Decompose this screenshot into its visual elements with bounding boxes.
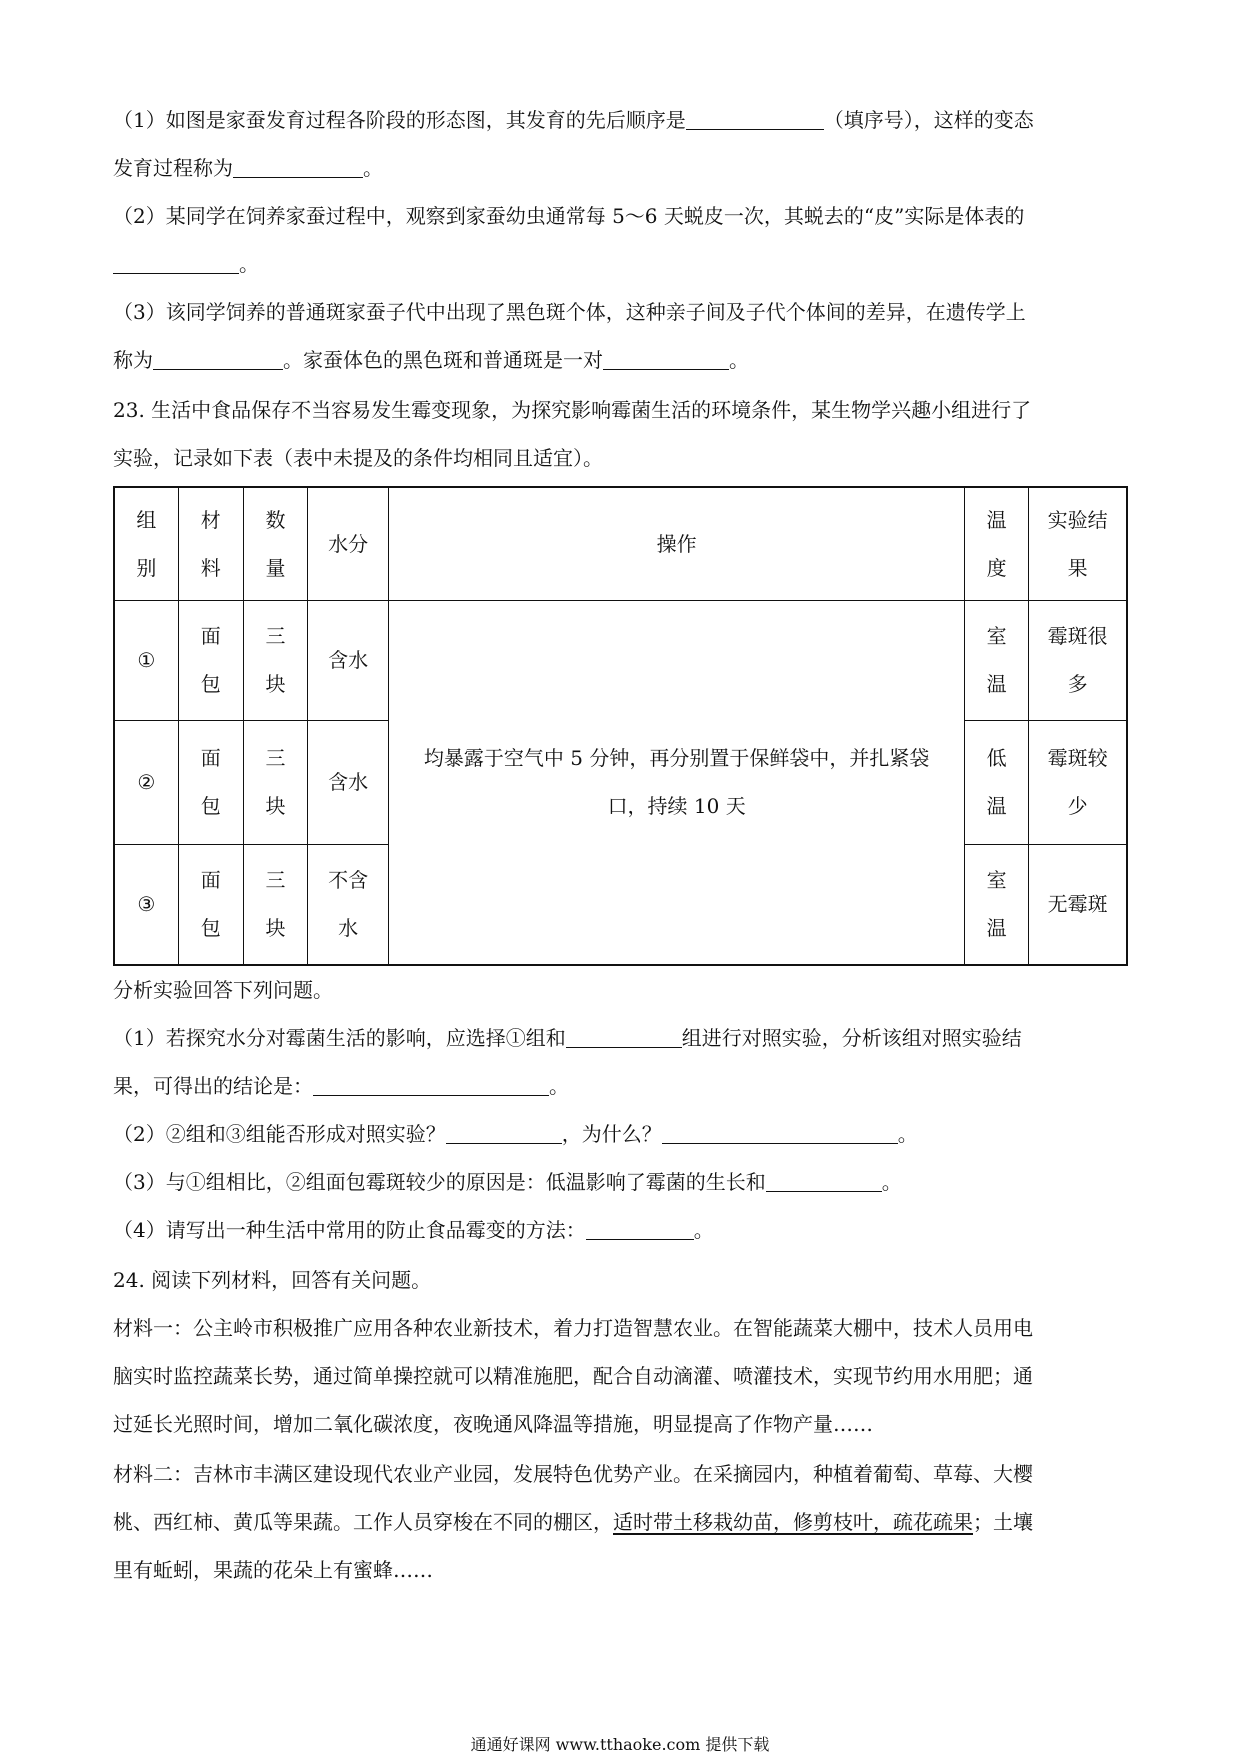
answer-blank[interactable] [313, 1075, 549, 1096]
q23-sub4: （4）请写出一种生活中常用的防止食品霉变的方法： 。 [113, 1218, 714, 1242]
q24-intro: 24. 阅读下列材料，回答有关问题。 [113, 1268, 432, 1292]
header-group: 组 别 [114, 487, 178, 600]
q22-part3-line2: 称为 。家蚕体色的黑色斑和普通斑是一对 。 [113, 348, 749, 372]
q22-part3-line1: （3）该同学饲养的普通斑家蚕子代中出现了黑色斑个体，这种亲子间及子代个体间的差异，在遗传学上 [113, 300, 1026, 324]
q24-material1-line3: 过延长光照时间，增加二氧化碳浓度，夜晚通风降温等措施，明显提高了作物产量…… [113, 1412, 873, 1436]
cell-result: 霉斑较 少 [1029, 720, 1127, 844]
cell-material: 面 包 [178, 600, 243, 720]
cell-count: 三 块 [243, 720, 307, 844]
table-header-row [114, 487, 1127, 600]
answer-blank[interactable] [153, 349, 283, 370]
answer-blank[interactable] [566, 1027, 682, 1048]
cell-count: 三 块 [243, 844, 307, 965]
header-count: 数 量 [243, 487, 307, 600]
cell-water: 含水 [308, 600, 389, 720]
q24-material1-line2: 脑实时监控蔬菜长势，通过简单操控就可以精准施肥，配合自动滴灌、喷灌技术，实现节约用水用肥；通 [113, 1364, 1033, 1388]
q22-part2-line2: 。 [113, 252, 259, 276]
experiment-table [113, 486, 1128, 966]
answer-blank[interactable] [686, 109, 824, 130]
q22-part1-line1: （1）如图是家蚕发育过程各阶段的形态图，其发育的先后顺序是 （填序号），这样的变态 [113, 108, 1034, 132]
q23-intro-line2: 实验，记录如下表（表中未提及的条件均相同且适宜）。 [113, 446, 603, 470]
header-operation: 操作 [389, 487, 965, 600]
q24-material1-line1: 材料一：公主岭市积极推广应用各种农业新技术，着力打造智慧农业。在智能蔬菜大棚中，技术人员用电 [113, 1316, 1033, 1340]
answer-blank[interactable] [662, 1123, 898, 1144]
answer-blank[interactable] [766, 1171, 882, 1192]
table-row [114, 600, 1127, 720]
cell-material: 面 包 [178, 720, 243, 844]
q24-material2-line3: 里有蚯蚓，果蔬的花朵上有蜜蜂…… [113, 1558, 433, 1582]
cell-water: 不含 水 [308, 844, 389, 965]
q23-sub3: （3）与①组相比，②组面包霉斑较少的原因是：低温影响了霉菌的生长和 。 [113, 1170, 902, 1194]
cell-water: 含水 [308, 720, 389, 844]
answer-blank[interactable] [113, 253, 239, 274]
page-footer: 通通好课网 www.tthaoke.com 提供下载 [470, 1735, 770, 1754]
cell-group: ② [114, 720, 178, 844]
cell-temperature: 室 温 [965, 844, 1029, 965]
q24-material2-line1: 材料二：吉林市丰满区建设现代农业产业园，发展特色优势产业。在采摘园内，种植着葡萄、草莓、大樱 [113, 1462, 1033, 1486]
cell-material: 面 包 [178, 844, 243, 965]
cell-temperature: 室 温 [965, 600, 1029, 720]
header-material: 材 料 [178, 487, 243, 600]
cell-group: ① [114, 600, 178, 720]
q22-part1-line2: 发育过程称为 。 [113, 156, 383, 180]
q24-material2-line2: 桃、西红柿、黄瓜等果蔬。工作人员穿梭在不同的棚区，适时带土移栽幼苗，修剪枝叶，疏花疏果；土壤 [113, 1510, 1033, 1534]
cell-operation: 均暴露于空气中 5 分钟，再分别置于保鲜袋中，并扎紧袋 口，持续 10 天 [389, 600, 965, 965]
underlined-passage: 适时带土移栽幼苗，修剪枝叶，疏花疏果 [613, 1510, 973, 1534]
header-result: 实验结 果 [1029, 487, 1127, 600]
answer-blank[interactable] [603, 349, 729, 370]
answer-blank[interactable] [446, 1123, 562, 1144]
header-water: 水分 [308, 487, 389, 600]
cell-temperature: 低 温 [965, 720, 1029, 844]
q23-sub1-line1: （1）若探究水分对霉菌生活的影响，应选择①组和 组进行对照实验，分析该组对照实验结 [113, 1026, 1022, 1050]
cell-result: 霉斑很 多 [1029, 600, 1127, 720]
q23-sub2: （2）②组和③组能否形成对照实验？ ，为什么？ 。 [113, 1122, 918, 1146]
header-temperature: 温 度 [965, 487, 1029, 600]
q22-part2-line1: （2）某同学在饲养家蚕过程中，观察到家蚕幼虫通常每 5～6 天蜕皮一次，其蜕去的“皮”实际是体表的 [113, 204, 1025, 228]
q23-intro-line1: 23. 生活中食品保存不当容易发生霉变现象，为探究影响霉菌生活的环境条件，某生物学兴趣小组进行了 [113, 398, 1032, 422]
q23-analysis: 分析实验回答下列问题。 [113, 978, 333, 1002]
cell-result: 无霉斑 [1029, 844, 1127, 965]
answer-blank[interactable] [233, 157, 363, 178]
cell-count: 三 块 [243, 600, 307, 720]
cell-group: ③ [114, 844, 178, 965]
q23-sub1-line2: 果，可得出的结论是： 。 [113, 1074, 569, 1098]
answer-blank[interactable] [586, 1219, 694, 1240]
